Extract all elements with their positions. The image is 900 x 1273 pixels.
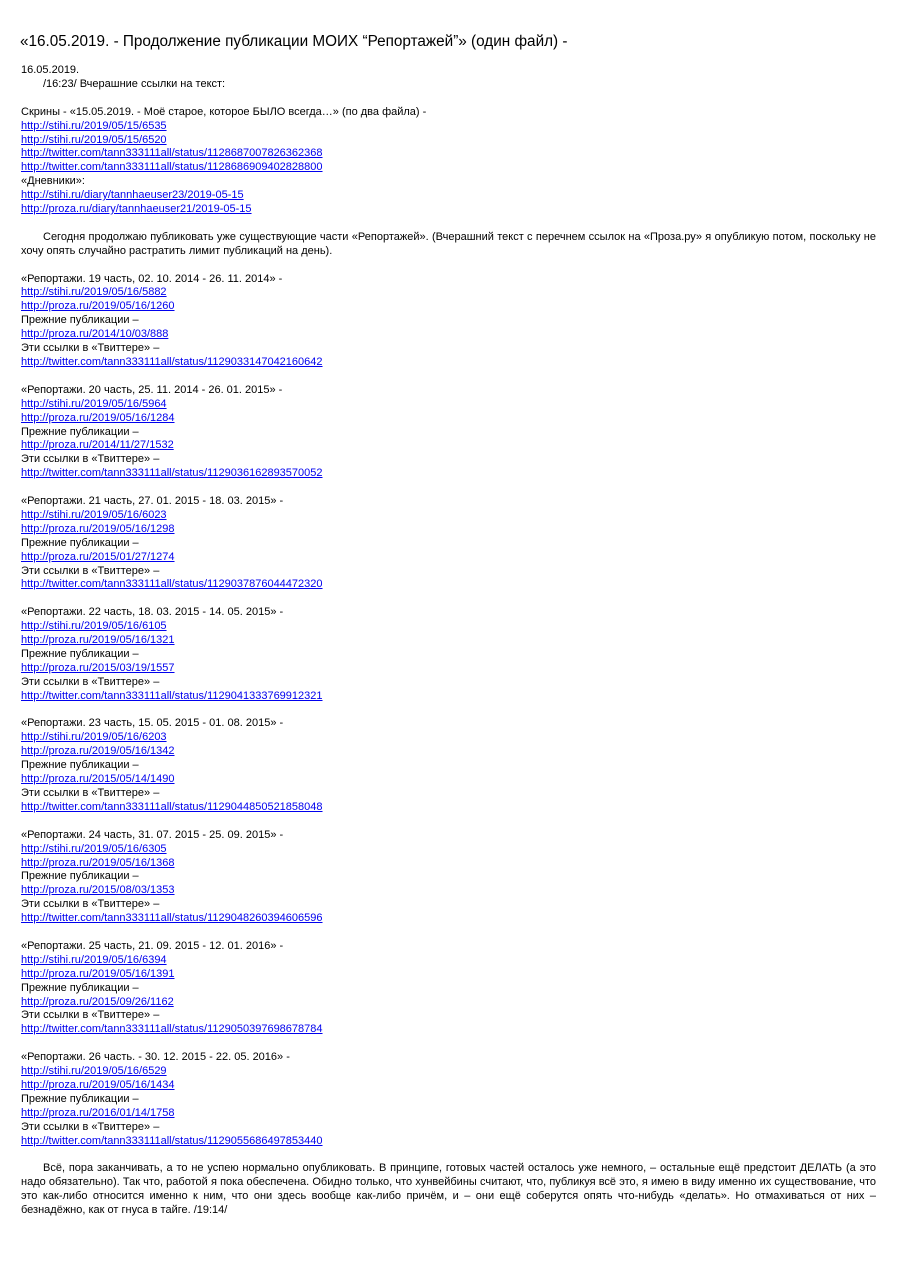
spacer: [21, 217, 876, 231]
proza-link[interactable]: http://proza.ru/2019/05/16/1368: [21, 856, 175, 869]
part-block: [21, 940, 876, 1051]
part-title: «Репортажи. 20 часть, 25. 11. 2014 - 26. 01. 2015» -: [21, 383, 283, 396]
stihi-link[interactable]: http://stihi.ru/2019/05/16/6023: [21, 508, 167, 521]
twitter-link[interactable]: http://twitter.com/tann333111all/status/1129055686497853440: [21, 1134, 323, 1147]
proza-link[interactable]: http://proza.ru/2019/05/16/1298: [21, 522, 175, 535]
twitter-label: Эти ссылки в «Твиттере» –: [21, 1009, 160, 1022]
twitter-link[interactable]: http://twitter.com/tann333111all/status/1129050397698678784: [21, 1023, 323, 1036]
part-block: [21, 384, 876, 495]
previous-link[interactable]: http://proza.ru/2015/01/27/1274: [21, 550, 175, 563]
spacer: [21, 1037, 876, 1051]
twitter-link[interactable]: http://twitter.com/tann333111all/status/1129037876044472320: [21, 578, 323, 591]
twitter-label: Эти ссылки в «Твиттере» –: [21, 453, 160, 466]
previous-link[interactable]: http://proza.ru/2014/10/03/888: [21, 328, 169, 341]
proza-link[interactable]: http://proza.ru/2019/05/16/1321: [21, 634, 175, 647]
twitter-label: Эти ссылки в «Твиттере» –: [21, 1120, 160, 1133]
twitter-link[interactable]: http://twitter.com/tann333111all/status/1129044850521858048: [21, 800, 323, 813]
stihi-link[interactable]: http://stihi.ru/2019/05/16/6305: [21, 842, 167, 855]
proza-link[interactable]: http://proza.ru/2019/05/16/1260: [21, 300, 175, 313]
previous-label: Прежние публикации –: [21, 314, 139, 327]
part-title: «Репортажи. 24 часть, 31. 07. 2015 - 25. 09. 2015» -: [21, 828, 284, 841]
previous-label: Прежние публикации –: [21, 759, 139, 772]
screens-link[interactable]: http://twitter.com/tann333111all/status/1128687007826362368: [21, 147, 323, 160]
twitter-label: Эти ссылки в «Твиттере» –: [21, 787, 160, 800]
twitter-link[interactable]: http://twitter.com/tann333111all/status/1129048260394606596: [21, 912, 323, 925]
twitter-link[interactable]: http://twitter.com/tann333111all/status/1129041333769912321: [21, 689, 323, 702]
part-title: «Репортажи. 19 часть, 02. 10. 2014 - 26. 11. 2014» -: [21, 272, 283, 285]
part-block: [21, 273, 876, 384]
twitter-label: Эти ссылки в «Твиттере» –: [21, 675, 160, 688]
part-block: [21, 717, 876, 828]
part-block: [21, 829, 876, 940]
previous-link[interactable]: http://proza.ru/2015/05/14/1490: [21, 773, 175, 786]
spacer: [21, 259, 876, 273]
part-block: [21, 495, 876, 606]
spacer: [21, 1149, 876, 1163]
stihi-link[interactable]: http://stihi.ru/2019/05/16/6203: [21, 731, 167, 744]
spacer: [21, 592, 876, 606]
previous-label: Прежние публикации –: [21, 425, 139, 438]
previous-link[interactable]: http://proza.ru/2015/09/26/1162: [21, 995, 174, 1008]
time-line: /16:23/ Вчерашние ссылки на текст:: [43, 77, 226, 90]
twitter-label: Эти ссылки в «Твиттере» –: [21, 898, 160, 911]
stihi-link[interactable]: http://stihi.ru/2019/05/16/6529: [21, 1065, 167, 1078]
spacer: [21, 926, 876, 940]
twitter-label: Эти ссылки в «Твиттере» –: [21, 342, 160, 355]
twitter-link[interactable]: http://twitter.com/tann333111all/status/1129036162893570052: [21, 467, 323, 480]
spacer: [21, 481, 876, 495]
screens-heading: Скрины - «15.05.2019. - Моё старое, которое БЫЛО всегда…» (по два файла) -: [21, 105, 427, 118]
proza-link[interactable]: http://proza.ru/2019/05/16/1434: [21, 1079, 175, 1091]
intro-paragraph: Сегодня продолжаю публиковать уже существующие части «Репортажей». (Вчерашний текст с перечнем ссылок на «Проза.ру» я опубликую потом, поскольку не хочу опять случайно растратить лимит публикаций на день).: [21, 230, 876, 257]
screens-link[interactable]: http://stihi.ru/2019/05/15/6535: [21, 119, 167, 132]
diary-link[interactable]: http://proza.ru/diary/tannhaeuser21/2019-05-15: [21, 203, 252, 216]
part-title: «Репортажи. 23 часть, 15. 05. 2015 - 01. 08. 2015» -: [21, 717, 284, 730]
previous-link[interactable]: http://proza.ru/2016/01/14/1758: [21, 1106, 175, 1119]
stihi-link[interactable]: http://stihi.ru/2019/05/16/6394: [21, 953, 167, 966]
twitter-label: Эти ссылки в «Твиттере» –: [21, 564, 160, 577]
diary-link[interactable]: http://stihi.ru/diary/tannhaeuser23/2019-05-15: [21, 189, 244, 202]
part-block: [21, 1051, 876, 1162]
screens-link[interactable]: http://stihi.ru/2019/05/15/6520: [21, 133, 167, 146]
previous-link[interactable]: http://proza.ru/2015/03/19/1557: [21, 661, 175, 674]
stihi-link[interactable]: http://stihi.ru/2019/05/16/6105: [21, 620, 167, 633]
previous-label: Прежние публикации –: [21, 870, 139, 883]
parts-list: [21, 273, 876, 1163]
document-body: [21, 64, 876, 1218]
part-title: «Репортажи. 25 часть, 21. 09. 2015 - 12. 01. 2016» -: [21, 939, 284, 952]
date-line: 16.05.2019.: [21, 64, 80, 76]
spacer: [21, 704, 876, 718]
closing-paragraph: Всё, пора заканчивать, а то не успею нормально опубликовать. В принципе, готовых частей осталось уже немного, – остальные ещё предстоит ДЕЛАТЬ (а это надо обязательно). Так что, работой я пока обеспечена. Обидно только, что хунвейбины считают, что, публикуя всё это, я имею в виду именно их существование, что это как-либо относится именно к ним, что они здесь вообще как-либо причём, и – они ещё соберутся опять что-нибудь «делать». Но отмахиваться от них – безнадёжно, как от гнуса в тайге. /19:14/: [21, 1162, 876, 1217]
previous-label: Прежние публикации –: [21, 981, 139, 994]
previous-label: Прежние публикации –: [21, 536, 139, 549]
spacer: [21, 815, 876, 829]
proza-link[interactable]: http://proza.ru/2019/05/16/1391: [21, 967, 175, 980]
previous-label: Прежние публикации –: [21, 647, 139, 660]
proza-link[interactable]: http://proza.ru/2019/05/16/1342: [21, 745, 175, 758]
spacer: [21, 370, 876, 384]
proza-link[interactable]: http://proza.ru/2019/05/16/1284: [21, 411, 175, 424]
screens-link[interactable]: http://twitter.com/tann333111all/status/1128686909402828800: [21, 161, 323, 174]
stihi-link[interactable]: http://stihi.ru/2019/05/16/5882: [21, 286, 167, 299]
part-title: «Репортажи. 22 часть, 18. 03. 2015 - 14. 05. 2015» -: [21, 606, 284, 619]
previous-link[interactable]: http://proza.ru/2015/08/03/1353: [21, 884, 175, 897]
part-title: «Репортажи. 21 часть, 27. 01. 2015 - 18. 03. 2015» -: [21, 495, 284, 508]
previous-label: Прежние публикации –: [21, 1092, 139, 1105]
stihi-link[interactable]: http://stihi.ru/2019/05/16/5964: [21, 397, 167, 410]
page-title: «16.05.2019. - Продолжение публикации МОИХ “Репортажей”» (один файл) -: [20, 33, 568, 50]
spacer: [21, 92, 876, 106]
part-title: «Репортажи. 26 часть. - 30. 12. 2015 - 22. 05. 2016» -: [21, 1051, 290, 1064]
previous-link[interactable]: http://proza.ru/2014/11/27/1532: [21, 439, 174, 452]
twitter-link[interactable]: http://twitter.com/tann333111all/status/1129033147042160642: [21, 355, 323, 368]
part-block: [21, 606, 876, 717]
diaries-label: «Дневники»:: [21, 175, 85, 188]
